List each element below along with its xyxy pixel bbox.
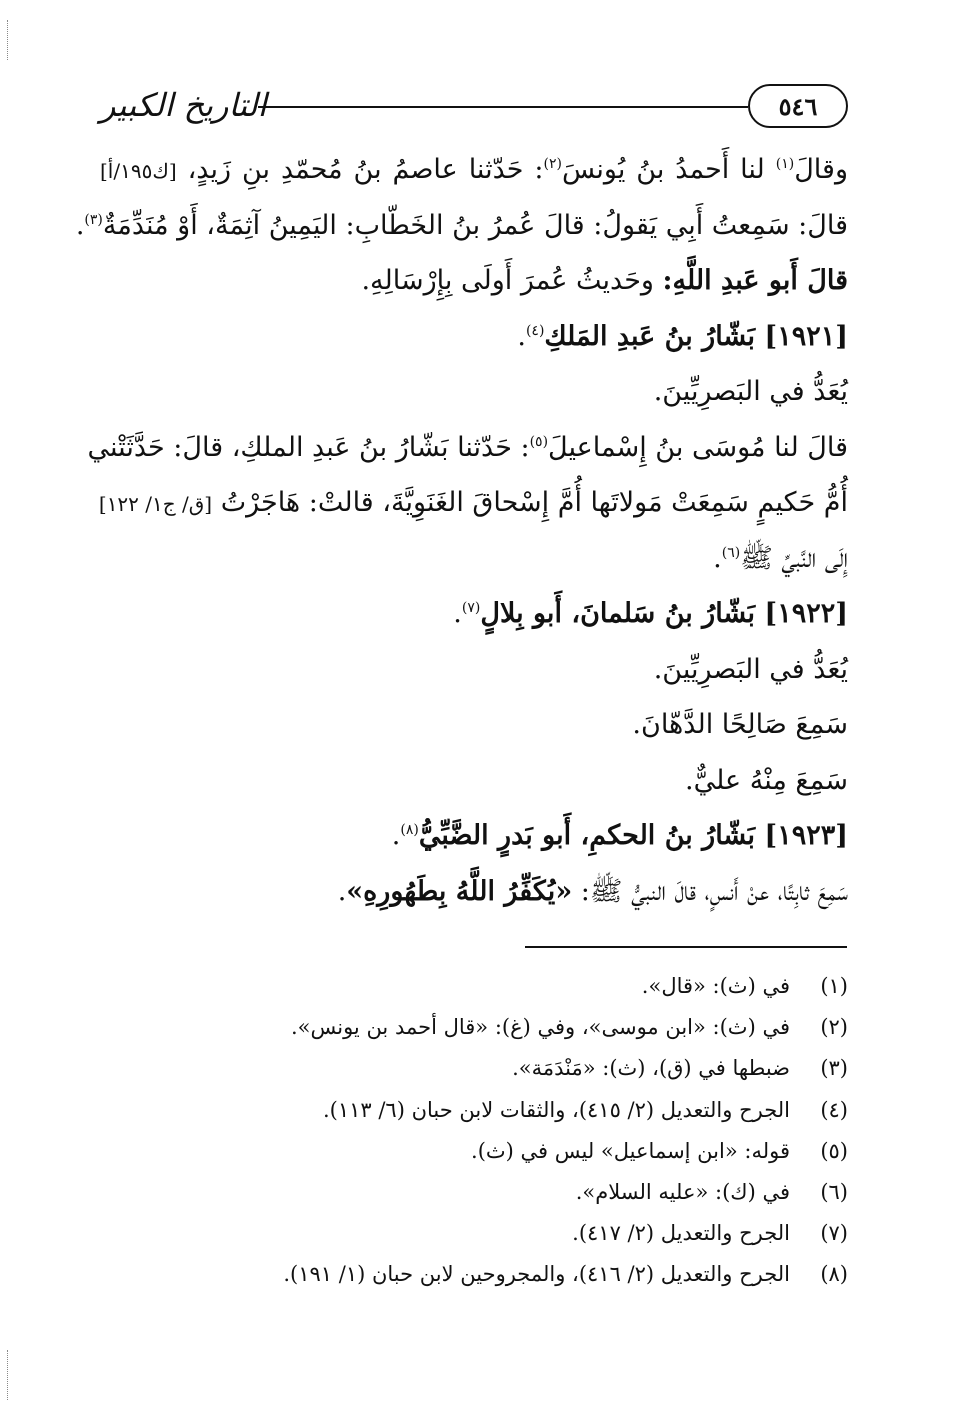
text-line: إِلَى النَّبيِّ ﷺ$^{(٦)}$. [713, 542, 848, 574]
scan-margin-mark-bottom [7, 1350, 8, 1400]
text-line: سَمِعَ صَالِحًا الدَّهّانَ. [632, 709, 848, 740]
header-rule [258, 106, 748, 108]
footnote: (٤) الجرح والتعديل (٢/ ٤١٥)، والثقات لابن حبان (٦/ ١١٣). [322, 1097, 848, 1122]
scan-margin-mark-top [7, 20, 8, 60]
main-text [75, 142, 848, 919]
footnote-separator [525, 946, 847, 948]
footnote: (٢) في (ث): «ابن موسى»، وفي (غ): «قال أحمد بن يونس». [290, 1015, 848, 1040]
footnote: (٦) في (ك): «عليه السلام». [575, 1179, 848, 1204]
text-line: قالَ لنا مُوسَى بنُ إِسْماعيلَ$^{(٥)}$: حَدّثنا بَشّارُ بنُ عَبدِ الملكِ، قالَ: حَدَّثَتْني [87, 431, 848, 463]
page-number: ٥٤٦ [778, 91, 818, 121]
footnote-marker: (٢) [543, 156, 562, 172]
page-number-badge [748, 84, 848, 128]
text-line: قالَ أَبو عَبدِ اللَّهِ: وحَديثُ عُمرَ أَولَى بِإِرْسَالِهِ. [361, 265, 848, 296]
entry-heading: [١٩٢٣] بَشّارُ بنُ الحكمِ، أَبو بَدرٍ الضَّبِّيُّ$^{(٨)}$. [391, 820, 848, 851]
footnote-marker: (٧) [461, 600, 481, 616]
text-line: وقالَ$^{(١)}$ لنا أَحمدُ بنُ يُونسَ$^{(٢)}$: حَدّثنا عاصمُ بنُ مُحمّدِ بنِ زَيدٍ، [ك١٩٥/أ] [100, 154, 848, 185]
text-line: يُعَدُّ في البَصرِيِّينَ. [653, 653, 848, 685]
book-title: التاريخ الكبير [100, 86, 267, 124]
footnote-marker: (٨) [400, 822, 419, 838]
text-line: سَمِعَ ثابِتًا، عنْ أَنسٍ، قالَ النبيُّ ﷺ: «يُكَفِّرُ اللَّهُ بِطَهُورِهِ». [337, 875, 848, 907]
text-line: أُمُّ حَكيمٍ سَمِعَتْ مَولاتَها أُمَّ إِسْحاقَ الغَنَوِيَّةَ، قالتْ: هَاجَرْتُ [ق/ ج١/ ١٢٢] [98, 487, 848, 518]
text-line: يُعَدُّ في البَصرِيِّينَ. [653, 376, 848, 407]
footnote-marker: (١) [775, 156, 795, 172]
footnote: (٨) الجرح والتعديل (٢/ ٤١٦)، والمجروحين لابن حبان (١/ ١٩١). [283, 1262, 848, 1287]
footnote: (٥) قوله: «ابن إسماعيل» ليس في (ث). [471, 1138, 848, 1163]
text-line: قالَ: سَمِعتُ أَبِي يَقولُ: قالَ عُمرُ بنُ الخَطّابِ: اليَمِينُ آثِمَةٌ، أَوْ مُنَدِّمَةٌ$^{(٣)}$. [75, 209, 848, 241]
footnote: (٣) ضبطها في (ق)، (ث): «مَنْدَمَة». [512, 1056, 848, 1081]
footnotes [100, 966, 848, 1296]
manuscript-ref: [ق/ ج١/ ١٢٢] [98, 492, 213, 516]
text-line: سَمِعَ مِنْهُ عليٌّ. [685, 764, 848, 796]
entry-heading: [١٩٢١] بَشّارُ بنُ عَبدِ المَلكِ$^{(٤)}$. [517, 320, 848, 352]
footnote: (٧) الجرح والتعديل (٢/ ٤١٧). [572, 1221, 848, 1246]
footnote: (١) في (ث): «قال». [641, 974, 848, 998]
footnote-marker: (٥) [529, 433, 549, 450]
entry-heading: [١٩٢٢] بَشّارُ بنُ سَلمانَ، أَبو بِلالٍ$^{(٧)}$. [453, 598, 848, 629]
footnote-marker: (٣) [84, 211, 103, 228]
footnote-marker: (٦) [721, 544, 741, 561]
manuscript-ref: [ك١٩٥/أ] [100, 159, 177, 183]
page-header [100, 82, 848, 130]
footnote-marker: (٤) [525, 322, 545, 339]
